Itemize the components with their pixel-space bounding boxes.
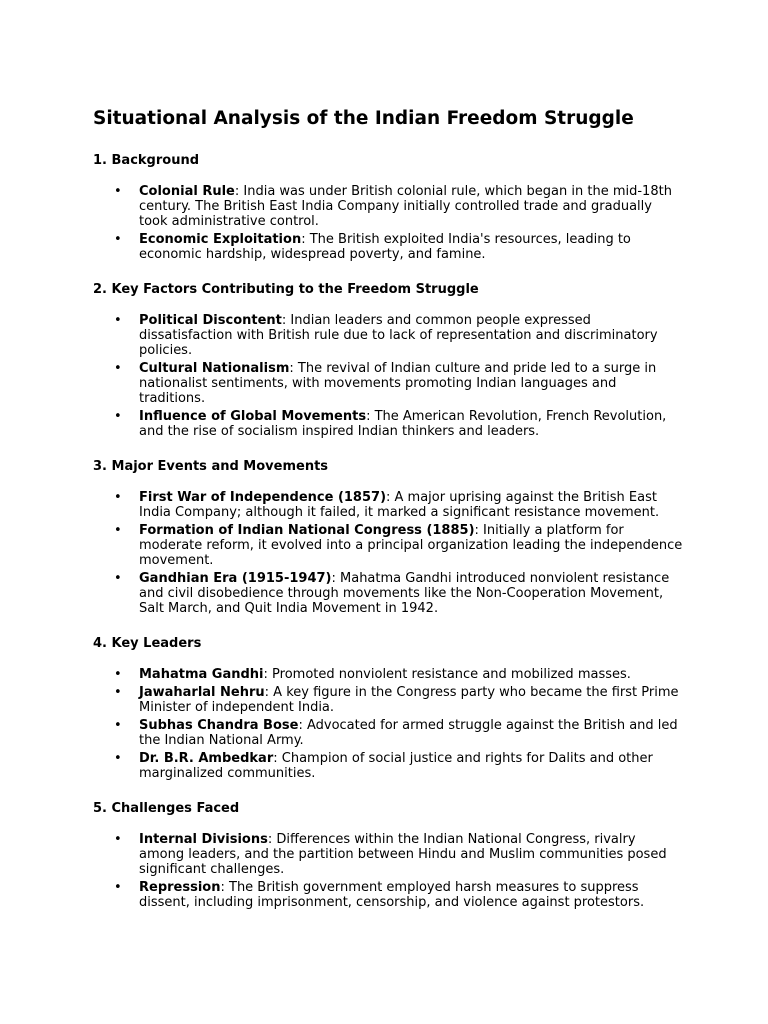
list-item [93, 409, 683, 439]
section-key-leaders [93, 635, 683, 781]
item-text: : The British government employed harsh measures to suppress dissent, including imprisonment, censorship, and violence against protestors. [139, 880, 645, 910]
list-item [93, 751, 683, 781]
item-text: : Indian leaders and common people expressed dissatisfaction with British rule due to lack of representation and discriminatory policies. [139, 313, 658, 358]
item-term: Jawaharlal Nehru [139, 685, 265, 700]
item-text: : A key figure in the Congress party who became the first Prime Minister of independent India. [139, 685, 679, 715]
item-text: : Promoted nonviolent resistance and mobilized masses. [263, 667, 631, 682]
item-term: First War of Independence (1857) [139, 490, 387, 505]
bullet-icon: • [114, 685, 122, 700]
bullet-icon: • [114, 361, 122, 376]
list-item [93, 685, 683, 715]
item-text: : Champion of social justice and rights for Dalits and other marginalized communities. [139, 751, 653, 781]
list-item [93, 832, 683, 877]
item-term: Economic Exploitation [139, 232, 302, 247]
bullet-icon: • [114, 880, 122, 895]
bullet-icon: • [114, 409, 122, 424]
item-term: Internal Divisions [139, 832, 268, 847]
item-text: : India was under British colonial rule, which began in the mid-18th century. The British East India Company initially controlled trade and gradually took administrative control. [139, 184, 672, 229]
bullet-list [93, 832, 683, 910]
item-term: Gandhian Era (1915-1947) [139, 571, 332, 586]
section-heading: 3. Major Events and Movements [93, 459, 329, 474]
item-term: Subhas Chandra Bose [139, 718, 299, 733]
bullet-icon: • [114, 490, 122, 505]
list-item [93, 571, 683, 616]
list-item [93, 490, 683, 520]
section-background [93, 152, 683, 262]
bullet-icon: • [114, 184, 122, 199]
bullet-icon: • [114, 232, 122, 247]
document-page [93, 106, 683, 929]
bullet-icon: • [114, 523, 122, 538]
section-heading: 5. Challenges Faced [93, 801, 240, 816]
list-item [93, 523, 683, 568]
bullet-list [93, 184, 683, 262]
item-term: Mahatma Gandhi [139, 667, 264, 682]
section-challenges [93, 800, 683, 910]
item-text: : The revival of Indian culture and pride led to a surge in nationalist sentiments, with movements promoting Indian languages and traditions. [139, 361, 657, 406]
section-heading: 4. Key Leaders [93, 636, 202, 651]
list-item [93, 361, 683, 406]
section-key-factors [93, 281, 683, 439]
section-major-events [93, 458, 683, 616]
item-text: : Advocated for armed struggle against the British and led the Indian National Army. [139, 718, 678, 748]
bullet-icon: • [114, 832, 122, 847]
bullet-list [93, 490, 683, 616]
document-title: Situational Analysis of the Indian Freedom Struggle [93, 108, 634, 129]
item-text: : Differences within the Indian National Congress, rivalry among leaders, and the partition between Hindu and Muslim communities posed significant challenges. [139, 832, 667, 877]
list-item [93, 184, 683, 229]
section-heading: 1. Background [93, 153, 200, 168]
list-item [93, 667, 683, 682]
bullet-icon: • [114, 718, 122, 733]
item-term: Dr. B.R. Ambedkar [139, 751, 274, 766]
item-term: Political Discontent [139, 313, 282, 328]
item-text: : Mahatma Gandhi introduced nonviolent resistance and civil disobedience through movements like the Non-Cooperation Movement, Salt March, and Quit India Movement in 1942. [139, 571, 670, 616]
item-text: : The American Revolution, French Revolution, and the rise of socialism inspired Indian thinkers and leaders. [139, 409, 667, 439]
list-item [93, 718, 683, 748]
item-term: Formation of Indian National Congress (1885) [139, 523, 475, 538]
item-text: : A major uprising against the British East India Company; although it failed, it marked a significant resistance movement. [139, 490, 660, 520]
list-item [93, 313, 683, 358]
bullet-list [93, 313, 683, 439]
item-text: : Initially a platform for moderate reform, it evolved into a principal organization leading the independence movement. [139, 523, 683, 568]
item-term: Influence of Global Movements [139, 409, 367, 424]
list-item [93, 880, 683, 910]
bullet-icon: • [114, 313, 122, 328]
bullet-list [93, 667, 683, 781]
list-item [93, 232, 683, 262]
item-term: Repression [139, 880, 221, 895]
bullet-icon: • [114, 751, 122, 766]
item-term: Colonial Rule [139, 184, 235, 199]
bullet-icon: • [114, 667, 122, 682]
item-text: : The British exploited India's resources, leading to economic hardship, widespread poverty, and famine. [139, 232, 631, 262]
bullet-icon: • [114, 571, 122, 586]
section-heading: 2. Key Factors Contributing to the Freedom Struggle [93, 282, 479, 297]
item-term: Cultural Nationalism [139, 361, 290, 376]
